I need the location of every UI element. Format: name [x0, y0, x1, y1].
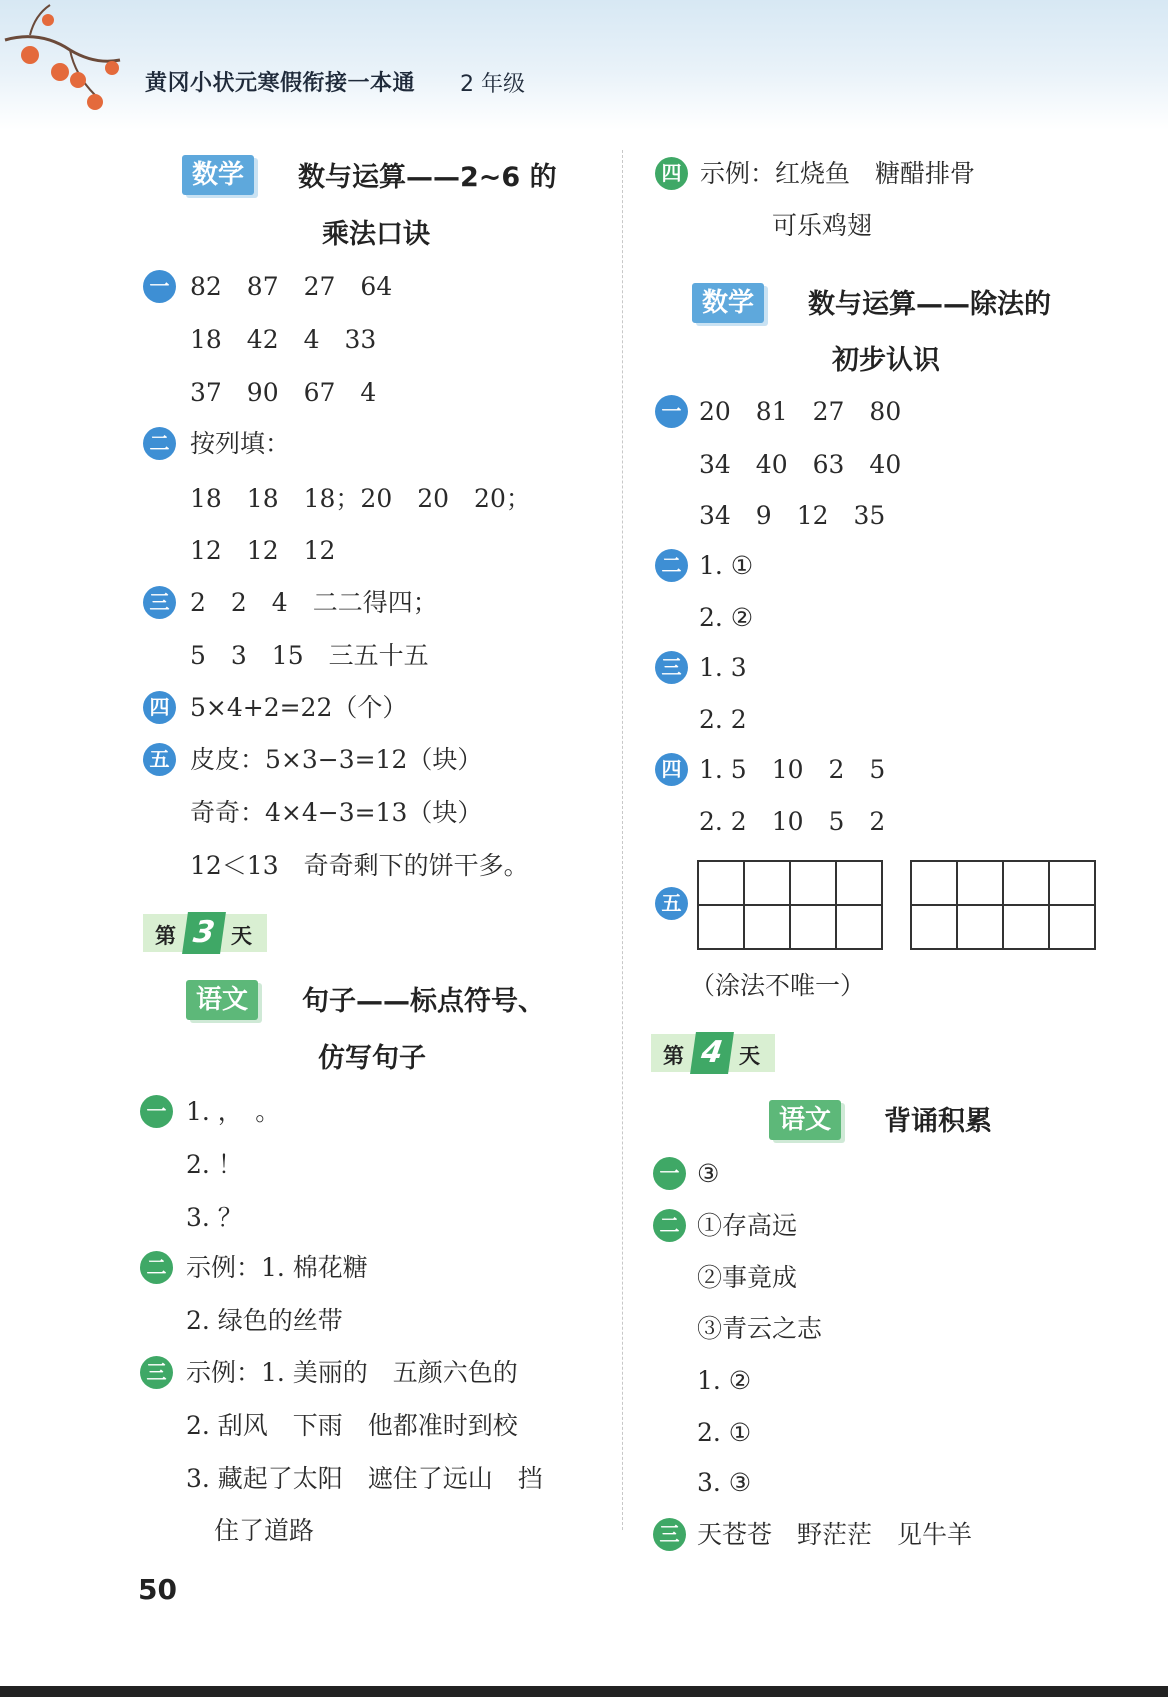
grid-cell — [744, 861, 790, 905]
question-badge: 二 — [140, 1251, 173, 1284]
grid-cell — [790, 905, 836, 949]
answer-line: 2. ② — [699, 603, 754, 632]
answer-line: 示例：红烧鱼 糖醋排骨 — [700, 159, 976, 188]
grid-cell — [1003, 905, 1049, 949]
subject-tag-chinese: 语文 — [186, 980, 258, 1020]
answer-line: 按列填： — [190, 429, 291, 458]
answer-line: 2 2 4 二二得四； — [190, 588, 438, 617]
question-badge: 一 — [653, 1157, 686, 1190]
answer-line: 37 90 67 4 — [190, 378, 377, 407]
grid-cell — [698, 905, 744, 949]
day-prefix: 第 — [155, 924, 176, 948]
answer-line: 皮皮：5×3−3=12（块） — [190, 745, 483, 774]
question-badge: 三 — [143, 586, 176, 619]
day-3-label — [143, 914, 267, 952]
subject-tag-math: 数学 — [692, 283, 764, 323]
section-title-line2: 乘法口诀 — [322, 219, 430, 250]
question-badge: 一 — [140, 1095, 173, 1128]
answer-line: 12 12 12 — [190, 536, 336, 565]
question-badge: 一 — [143, 270, 176, 303]
section-title: 数与运算——除法的 — [808, 289, 1051, 320]
grid-cell — [911, 905, 957, 949]
section-title-line2: 仿写句子 — [318, 1043, 426, 1074]
answer-line: 20 81 27 80 — [699, 397, 902, 426]
grid-cell — [911, 861, 957, 905]
answer-line: 18 18 18；20 20 20； — [190, 484, 531, 513]
grid-cell — [957, 905, 1003, 949]
answer-line: 2. 2 10 5 2 — [699, 807, 886, 836]
section-title-line2: 初步认识 — [832, 345, 940, 376]
question-badge: 二 — [653, 1209, 686, 1242]
answer-line: 34 9 12 35 — [699, 501, 886, 530]
subject-tag-math: 数学 — [182, 155, 254, 195]
answer-line: 天苍苍 野茫茫 见牛羊 — [697, 1520, 973, 1549]
grid-cell — [836, 905, 882, 949]
answer-line: 示例：1. 棉花糖 — [186, 1253, 368, 1282]
answer-line: ③ — [697, 1159, 720, 1188]
answer-line: 2. 绿色的丝带 — [186, 1306, 343, 1335]
day-number: 4 — [690, 1032, 734, 1074]
section-title: 数与运算——2~6 的 — [298, 162, 557, 193]
day-suffix: 天 — [739, 1044, 760, 1068]
question-badge: 三 — [140, 1356, 173, 1389]
question-badge: 二 — [655, 549, 688, 582]
answer-line: ①存高远 — [697, 1211, 798, 1240]
answer-line: 示例：1. 美丽的 五颜六色的 — [186, 1358, 518, 1387]
answer-line: 1. 5 10 2 5 — [699, 755, 886, 784]
answer-line: 18 42 4 33 — [190, 325, 377, 354]
subject-tag-chinese: 语文 — [769, 1100, 841, 1140]
grade-label: 2 年级 — [460, 72, 525, 97]
grid-cell — [1049, 861, 1095, 905]
answer-line: 1. ① — [699, 551, 754, 580]
answer-line: 1. ， 。 — [186, 1097, 281, 1126]
day-prefix: 第 — [663, 1044, 684, 1068]
answer-line: ③青云之志 — [697, 1314, 823, 1343]
question-badge: 四 — [143, 691, 176, 724]
answer-line: 2. ① — [697, 1418, 752, 1447]
page-header — [0, 0, 1168, 130]
question-badge: 一 — [655, 395, 688, 428]
answer-line: 3. ？ — [186, 1203, 243, 1232]
coloring-grid-b — [910, 860, 1096, 950]
answer-line: 奇奇：4×4−3=13（块） — [190, 798, 483, 827]
answer-line: 12＜13 奇奇剩下的饼干多。 — [190, 851, 529, 880]
grid-cell — [1003, 861, 1049, 905]
day-4-label — [651, 1034, 775, 1072]
answer-line: 3. 藏起了太阳 遮住了远山 挡 — [186, 1464, 543, 1493]
question-badge: 三 — [655, 651, 688, 684]
question-badge: 二 — [143, 427, 176, 460]
section-title: 背诵积累 — [884, 1106, 992, 1137]
question-badge: 三 — [653, 1518, 686, 1551]
grid-cell — [744, 905, 790, 949]
answer-line: 82 87 27 64 — [190, 272, 393, 301]
day-suffix: 天 — [231, 924, 252, 948]
answer-line: ②事竟成 — [697, 1263, 798, 1292]
answer-line: 2. 刮风 下雨 他都准时到校 — [186, 1411, 518, 1440]
answer-line: 1. ② — [697, 1366, 752, 1395]
question-badge: 五 — [143, 743, 176, 776]
grid-cell — [836, 861, 882, 905]
question-badge: 四 — [655, 753, 688, 786]
grid-cell — [698, 861, 744, 905]
answer-line: 可乐鸡翅 — [772, 211, 873, 240]
coloring-grid-a — [697, 860, 883, 950]
section-title: 句子——标点符号、 — [302, 986, 545, 1017]
answer-line: 5×4+2=22（个） — [190, 693, 408, 722]
day-number: 3 — [182, 912, 226, 954]
grid-cell — [957, 861, 1003, 905]
grid-cell — [1049, 905, 1095, 949]
grid-cell — [790, 861, 836, 905]
answer-line: 2. 2 — [699, 705, 747, 734]
page-number: 50 — [138, 1573, 177, 1606]
persimmon-branch-icon — [0, 0, 140, 120]
book-title: 黄冈小状元寒假衔接一本通 — [145, 71, 416, 96]
answer-line: 住了道路 — [214, 1516, 315, 1545]
answer-line: 34 40 63 40 — [699, 450, 902, 479]
answer-line: 5 3 15 三五十五 — [190, 641, 429, 670]
answer-line: 2. ！ — [186, 1150, 243, 1179]
page-bottom-edge — [0, 1686, 1168, 1697]
question-badge: 四 — [655, 157, 688, 190]
column-divider — [622, 150, 623, 1530]
answer-line: 3. ③ — [697, 1468, 752, 1497]
note-text: （涂法不唯一） — [690, 971, 866, 1000]
question-badge: 五 — [655, 887, 688, 920]
answer-line: 1. 3 — [699, 653, 747, 682]
